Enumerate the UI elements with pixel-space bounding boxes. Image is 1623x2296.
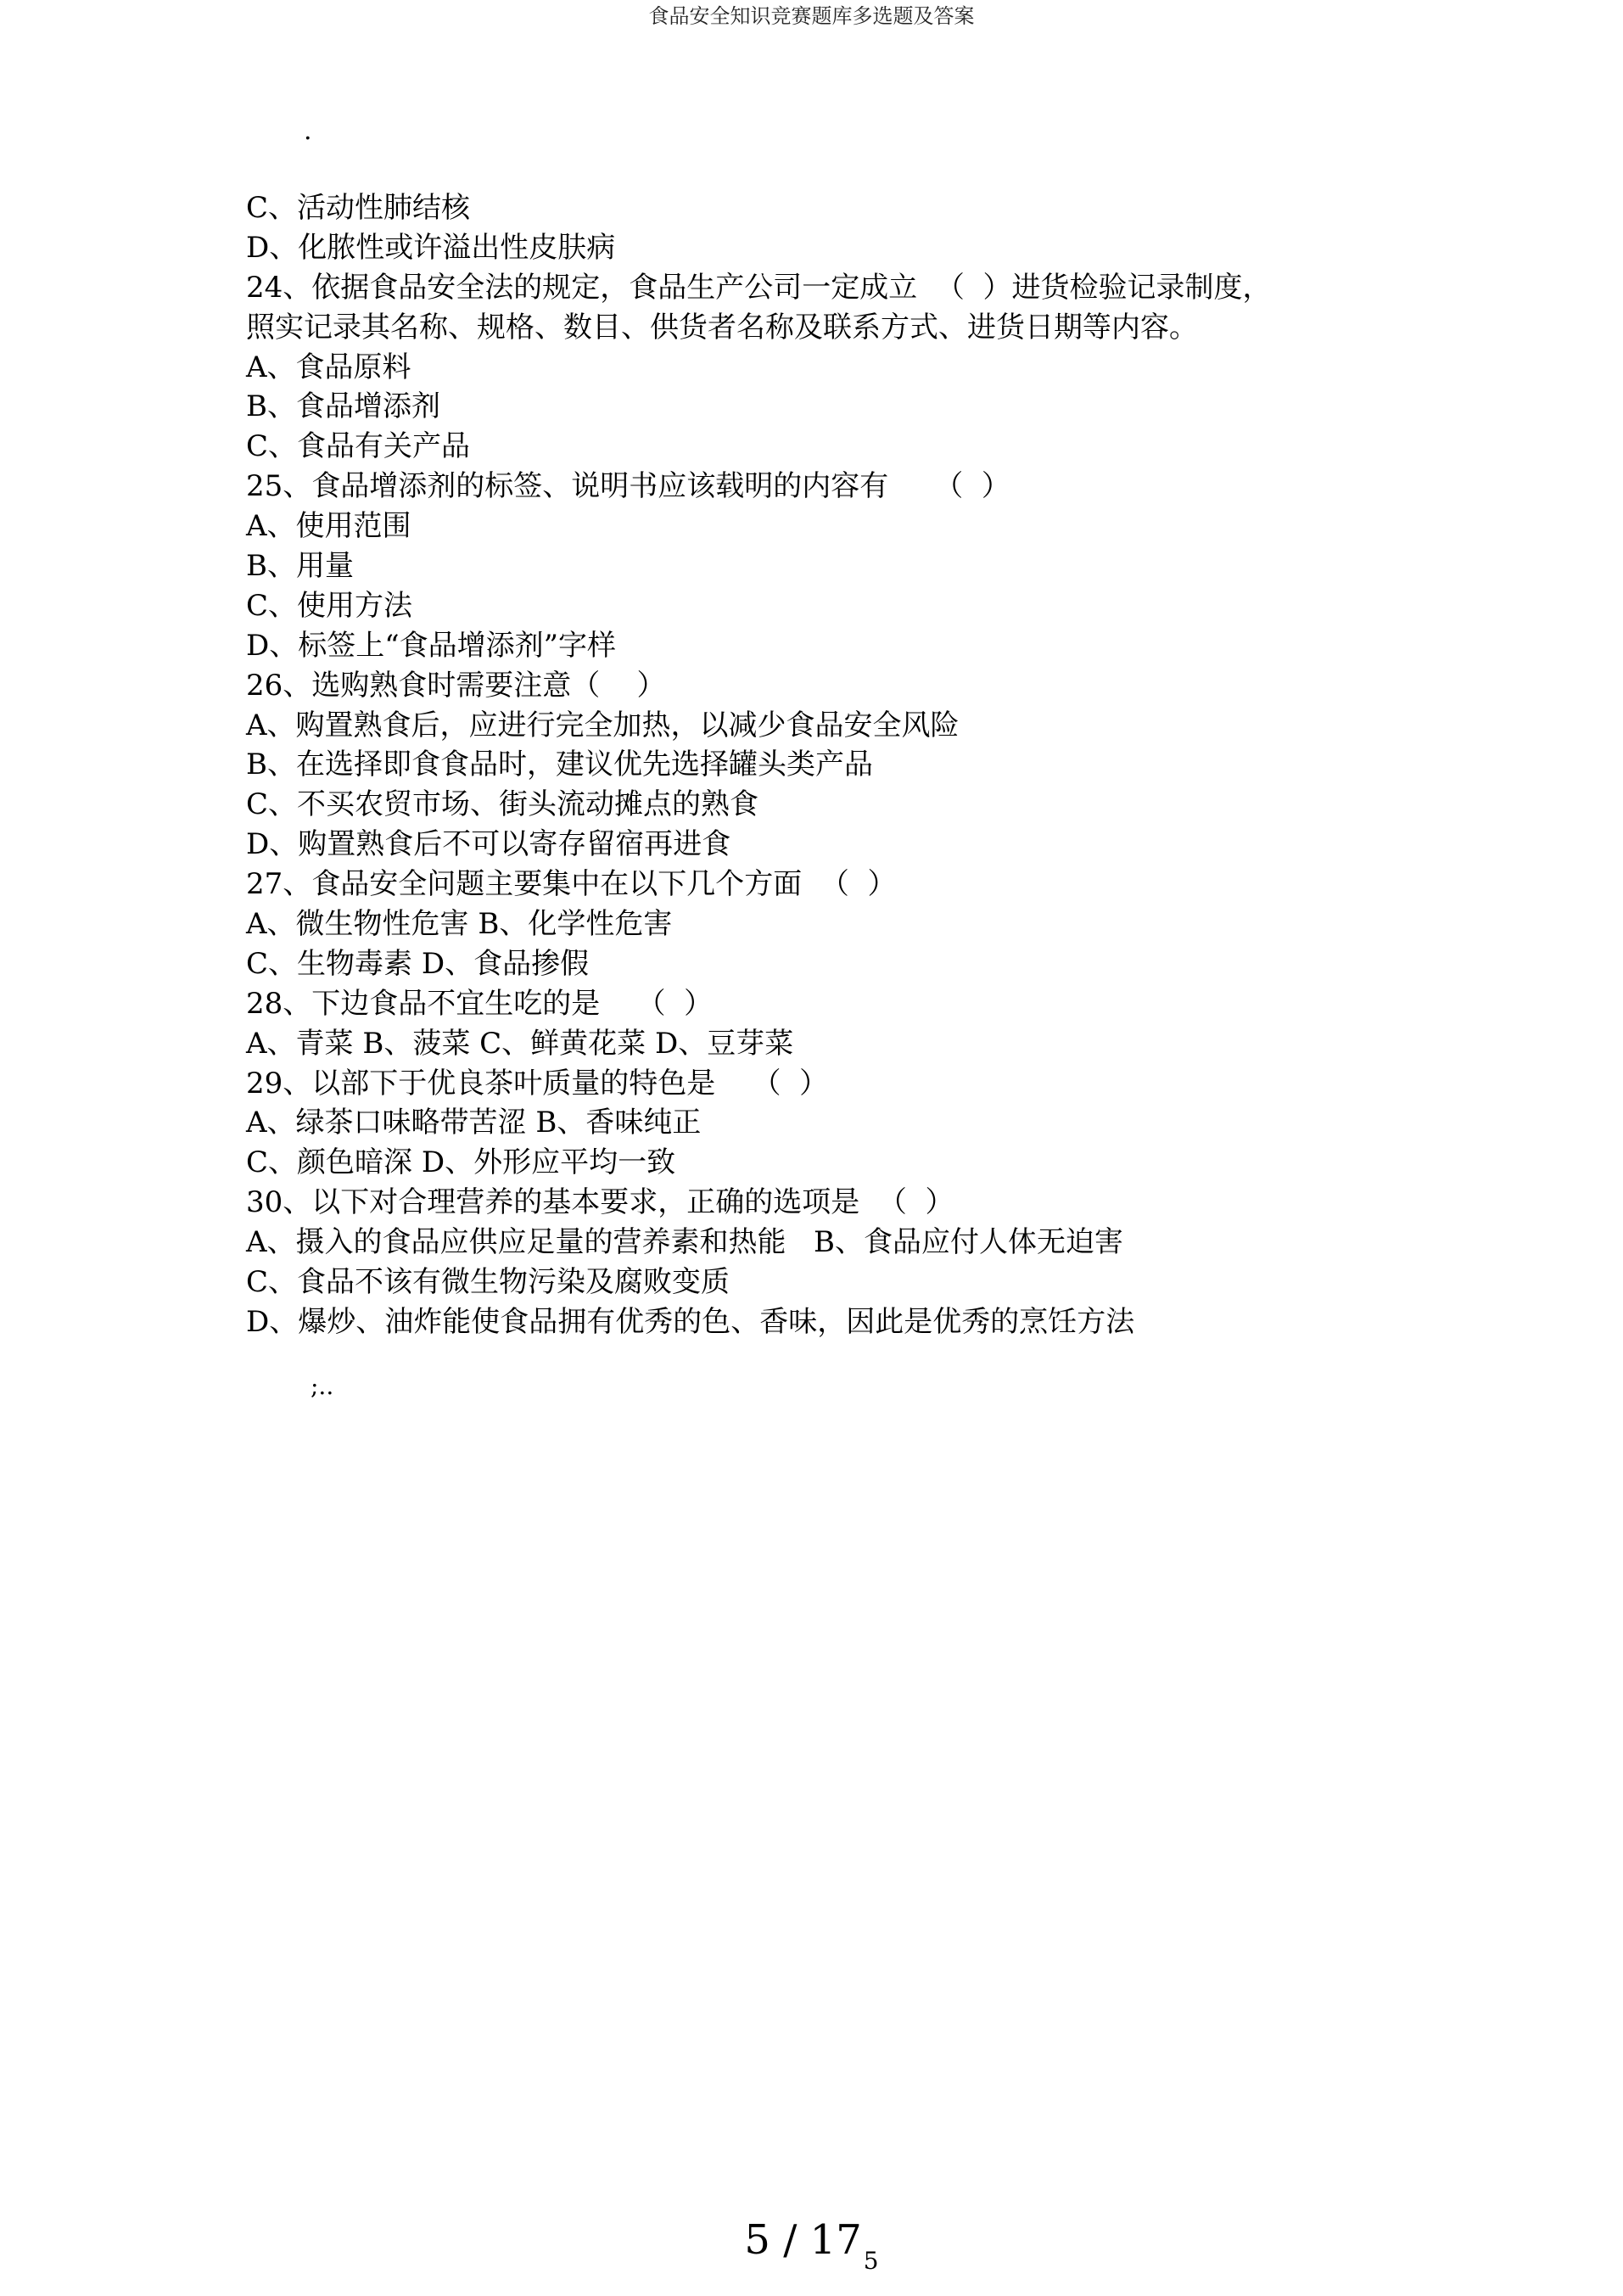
option-line: A、微生物性危害 B、化学性危害 <box>246 907 673 942</box>
bottom-mark: ;.. <box>311 1372 334 1400</box>
option-line: C、使用方法 <box>246 588 413 623</box>
document-header-title: 食品安全知识竞赛题库多选题及答案 <box>648 4 975 28</box>
option-line: B、用量 <box>246 549 354 584</box>
option-line: A、购置熟食后，应进行完全加热，以减少食品安全风险 <box>246 708 960 742</box>
option-line: A、使用范围 <box>246 509 411 544</box>
question-30: 30、以下对合理营养的基本要求，正确的选项是 （ ） <box>246 1185 954 1220</box>
option-line: D、购置熟食后不可以寄存留宿再进食 <box>246 827 731 862</box>
option-line: C、食品有关产品 <box>246 429 471 464</box>
text-line: D、化脓性或许溢出性皮肤病 <box>246 230 616 265</box>
question-25: 25、食品增添剂的标签、说明书应该载明的内容有 （ ） <box>246 469 1010 504</box>
question-28: 28、下边食品不宜生吃的是 （ ） <box>246 986 714 1021</box>
option-line: A、摄入的食品应供应足量的营养素和热能 B、食品应付人体无迫害 <box>246 1225 1123 1260</box>
option-line: D、标签上“食品增添剂”字样 <box>246 628 617 663</box>
option-line: C、生物毒素 D、食品掺假 <box>246 946 590 981</box>
option-line: A、青菜 B、菠菜 C、鲜黄花菜 D、豆芽菜 <box>246 1026 794 1061</box>
question-content <box>246 188 1434 1342</box>
option-line: D、爆炒、油炸能使食品拥有优秀的色、香味，因此是优秀的烹饪方法 <box>246 1304 1135 1339</box>
text-line: C、活动性肺结核 <box>246 191 471 225</box>
question-24-line-2: 照实记录其名称、规格、数目、供货者名称及联系方式、进货日期等内容。 <box>246 310 1198 344</box>
top-mark: . <box>304 116 312 146</box>
option-line: C、颜色暗深 D、外形应平均一致 <box>246 1145 676 1180</box>
page-number-subscript: 5 <box>863 2247 879 2275</box>
question-24-line-1: 24、依据食品安全法的规定，食品生产公司一定成立 （ ）进货检验记录制度， <box>246 270 1272 305</box>
option-line: C、食品不该有微生物污染及腐败变质 <box>246 1265 730 1300</box>
option-line: C、不买农贸市场、街头流动摊点的熟食 <box>246 787 759 822</box>
page-number-label: 5 / 17 <box>744 2216 862 2264</box>
page-number <box>0 2215 1623 2275</box>
option-line: B、在选择即食食品时，建议优先选择罐头类产品 <box>246 748 873 782</box>
question-27: 27、食品安全问题主要集中在以下几个方面 （ ） <box>246 867 897 902</box>
option-line: A、绿茶口味略带苦涩 B、香味纯正 <box>246 1106 702 1140</box>
option-line: B、食品增添剂 <box>246 389 440 424</box>
question-29: 29、以部下于优良茶叶质量的特色是 （ ） <box>246 1066 829 1100</box>
question-26: 26、选购熟食时需要注意（ ） <box>246 668 666 703</box>
option-line: A、食品原料 <box>246 350 411 384</box>
